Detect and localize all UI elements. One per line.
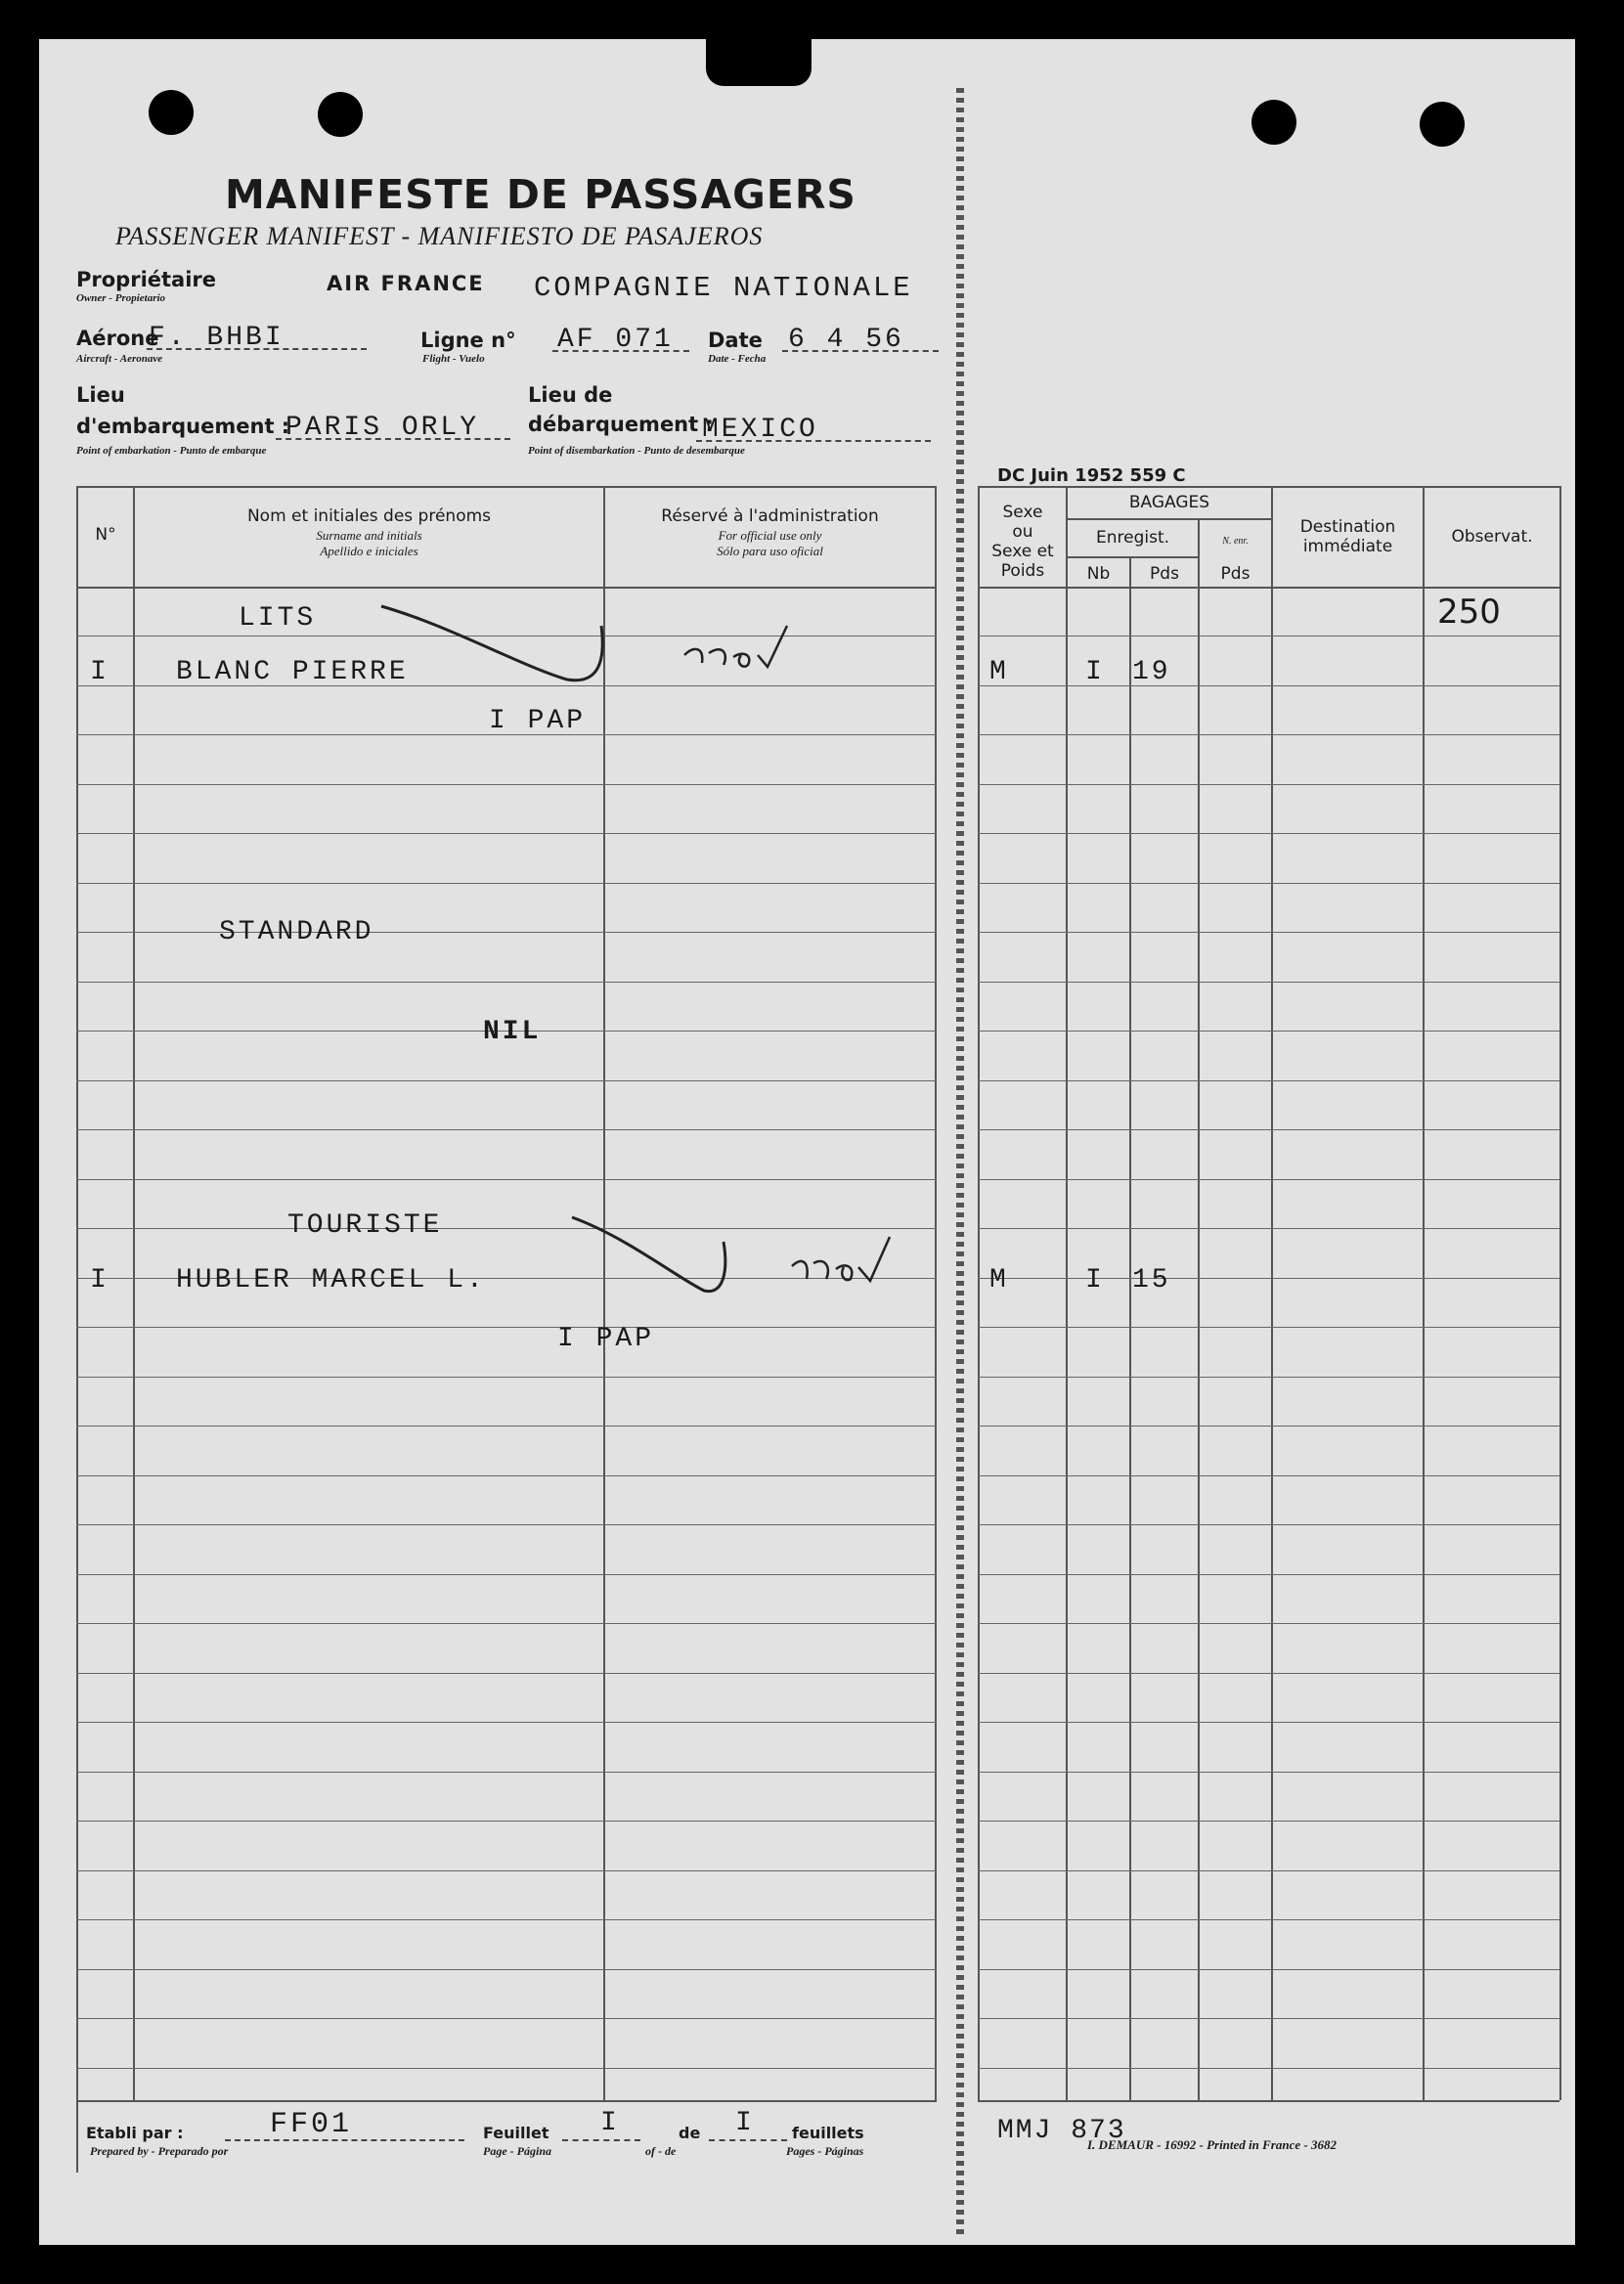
header-name-sub1: Surname and initials (316, 528, 422, 543)
row-rule (76, 1969, 937, 1970)
row-rule (978, 1969, 1559, 1970)
perforation-line (956, 88, 964, 2239)
passenger-1-bag-pds: 19 (1132, 657, 1171, 687)
of-value: I (735, 2108, 755, 2138)
row-rule (978, 1574, 1559, 1575)
tear-notch (706, 39, 812, 86)
row-rule (978, 1772, 1559, 1773)
aircraft-underline (147, 348, 367, 350)
row-rule (978, 1426, 1559, 1427)
row-rule (76, 1080, 937, 1081)
official-check-mark-1 (372, 587, 841, 694)
row-rule (978, 1278, 1559, 1279)
manifest-subtitle: PASSENGER MANIFEST - MANIFIESTO DE PASAJEROS (115, 222, 764, 250)
row-rule (76, 1722, 937, 1723)
disembark-value: MEXICO (702, 415, 818, 445)
col-pds-divider (1198, 518, 1200, 2100)
aircraft-value: F. BHBI (149, 323, 285, 353)
row-rule (978, 1722, 1559, 1723)
header-sexe-2: ou (1012, 522, 1033, 542)
col-edge-right (1559, 486, 1561, 2100)
row-rule (76, 1574, 937, 1575)
aircraft-sublabel: Aircraft - Aeronave (76, 353, 163, 365)
row-rule (76, 1179, 937, 1180)
row-rule (76, 1475, 937, 1476)
header-nb: Nb (1086, 564, 1111, 584)
enregist-divider (1066, 556, 1198, 558)
row-rule (978, 1377, 1559, 1378)
owner-printed: AIR FRANCE (327, 272, 485, 295)
passenger-1-pap: I PAP (489, 706, 587, 736)
row-rule (76, 1426, 937, 1427)
table-bottom-right (978, 2100, 1559, 2102)
col-no-divider (133, 486, 135, 2100)
printer-imprint: I. DEMAUR - 16992 - Printed in France - 3682 (1087, 2137, 1337, 2152)
standard-nil: NIL (483, 1017, 542, 1047)
row-rule (76, 883, 937, 884)
manifest-title: MANIFESTE DE PASSAGERS (225, 171, 856, 218)
row-rule (76, 1821, 937, 1822)
row-rule (76, 1919, 937, 1920)
row-rule (76, 1524, 937, 1525)
row-rule (978, 932, 1559, 933)
sheets-label: feuillets (792, 2124, 864, 2142)
of-label: de (679, 2124, 701, 2142)
col-nb-divider (1129, 556, 1131, 2100)
row-rule (76, 932, 937, 933)
punch-hole-1 (149, 90, 194, 135)
header-bagages: BAGAGES (1128, 493, 1210, 512)
manifest-sheet (39, 39, 1575, 2245)
of-underline (709, 2139, 787, 2141)
header-sexe-1: Sexe (1002, 503, 1043, 522)
passenger-2-no: I (90, 1265, 110, 1296)
row-rule (76, 982, 937, 983)
passenger-2-bag-pds: 15 (1132, 1265, 1171, 1296)
passenger-1-name: BLANC PIERRE (176, 657, 409, 687)
col-sexe-left (978, 486, 980, 2100)
row-rule (978, 734, 1559, 735)
owner-value: COMPAGNIE NATIONALE (534, 272, 913, 304)
row-rule (978, 1623, 1559, 1624)
row-rule (76, 2018, 937, 2019)
owner-sublabel: Owner - Propietario (76, 292, 166, 304)
disembark-sublabel: Point of disembarkation - Punto de desembarque (528, 445, 745, 457)
punch-hole-4 (1420, 102, 1465, 147)
passenger-1-sexe: M (989, 657, 1009, 687)
passenger-2-pap: I PAP (557, 1324, 655, 1354)
row-rule (76, 1772, 937, 1773)
row-rule (978, 883, 1559, 884)
header-sexe-3: Sexe et (991, 542, 1054, 561)
date-underline (782, 350, 939, 352)
date-value: 6 4 56 (788, 325, 904, 355)
row-rule (978, 982, 1559, 983)
header-admin-sub2: Sólo para uso oficial (717, 544, 823, 558)
row-rule (76, 2068, 937, 2069)
class-standard: STANDARD (219, 917, 374, 947)
row-rule (978, 685, 1559, 686)
row-rule (76, 1327, 937, 1328)
header-destination-1: Destination (1299, 517, 1396, 537)
row-rule (76, 1377, 937, 1378)
form-reference: DC Juin 1952 559 C (997, 465, 1186, 486)
embark-label-2: d'embarquement : (76, 415, 290, 438)
row-rule (978, 1870, 1559, 1871)
passenger-1-bag-nb: I (1085, 657, 1105, 687)
row-rule (978, 1327, 1559, 1328)
col-dest-divider (1423, 486, 1425, 2100)
observ-total: 250 (1437, 593, 1501, 632)
passenger-2-sexe: M (989, 1265, 1009, 1296)
row-rule (76, 784, 937, 785)
disembark-underline (696, 440, 931, 442)
punch-hole-2 (318, 92, 363, 137)
header-name-sub2: Apellido e iniciales (320, 544, 418, 558)
disembark-label-1: Lieu de (528, 383, 613, 407)
header-no: N° (95, 525, 116, 545)
punch-hole-3 (1251, 100, 1296, 145)
row-rule (978, 833, 1559, 834)
official-check-mark-2 (567, 1203, 939, 1310)
flight-value: AF 071 (557, 325, 674, 355)
row-rule (978, 636, 1559, 637)
prepared-label: Etabli par : (86, 2124, 184, 2142)
header-observ: Observat. (1451, 527, 1533, 547)
table-bottom-left (76, 2100, 937, 2102)
prepared-underline (225, 2139, 464, 2141)
col-bagages-divider (1271, 486, 1273, 2100)
passenger-2-bag-nb: I (1085, 1265, 1105, 1296)
header-enregist: Enregist. (1095, 528, 1170, 548)
embark-underline (276, 438, 510, 440)
header-destination-2: immédiate (1302, 537, 1393, 556)
sheet-sublabel: Page - Página (483, 2144, 551, 2158)
prepared-value: FF01 (270, 2108, 353, 2141)
sheets-sublabel: Pages - Páginas (786, 2144, 864, 2158)
sheet-underline (562, 2139, 640, 2141)
header-sexe-4: Poids (1000, 561, 1045, 581)
owner-label: Propriétaire (76, 268, 217, 291)
row-rule (978, 2018, 1559, 2019)
class-touriste: TOURISTE (287, 1210, 443, 1241)
row-rule (978, 1821, 1559, 1822)
date-label: Date (708, 329, 763, 352)
row-rule (978, 1179, 1559, 1180)
row-rule (978, 1524, 1559, 1525)
flight-label: Ligne n° (420, 329, 516, 352)
stamp-number: MMJ 873 (997, 2116, 1126, 2146)
flight-sublabel: Flight - Vuelo (422, 353, 485, 365)
row-rule (76, 1870, 937, 1871)
sheet-value: I (600, 2108, 620, 2138)
embark-value: PARIS ORLY (285, 413, 480, 443)
of-sublabel: of - de (645, 2144, 677, 2158)
row-rule (978, 1129, 1559, 1130)
row-rule (978, 1475, 1559, 1476)
prepared-sublabel: Prepared by - Preparado por (90, 2144, 229, 2158)
embark-sublabel: Point of embarkation - Punto de embarque (76, 445, 267, 457)
row-rule (978, 784, 1559, 785)
row-rule (76, 1673, 937, 1674)
header-pds: Pds (1150, 564, 1179, 584)
bagages-divider (1066, 518, 1271, 520)
header-admin: Réservé à l'administration (661, 506, 879, 526)
row-rule (978, 1031, 1559, 1032)
col-sexe-divider (1066, 486, 1068, 2100)
row-rule (978, 2068, 1559, 2069)
row-rule (978, 1919, 1559, 1920)
header-name: Nom et initiales des prénoms (246, 506, 492, 526)
table-top-left (76, 486, 937, 488)
row-rule (76, 833, 937, 834)
class-lits: LITS (239, 603, 317, 634)
row-rule (76, 1129, 937, 1130)
row-rule (978, 1673, 1559, 1674)
disembark-label-2: débarquement : (528, 413, 714, 436)
embark-label-1: Lieu (76, 383, 125, 407)
aircraft-label: Aérone (76, 327, 159, 350)
header-admin-sub1: For official use only (718, 528, 822, 543)
header-pds-nonenr: Pds (1220, 564, 1251, 584)
sheet-label: Feuillet (483, 2124, 549, 2142)
passenger-2-name: HUBLER MARCEL L. (176, 1265, 486, 1296)
flight-underline (552, 350, 689, 352)
row-rule (76, 1623, 937, 1624)
row-rule (978, 1228, 1559, 1229)
passenger-1-no: I (90, 657, 110, 687)
date-sublabel: Date - Fecha (708, 353, 767, 365)
header-nonenr: N. enr. (1222, 536, 1249, 547)
row-rule (978, 1080, 1559, 1081)
